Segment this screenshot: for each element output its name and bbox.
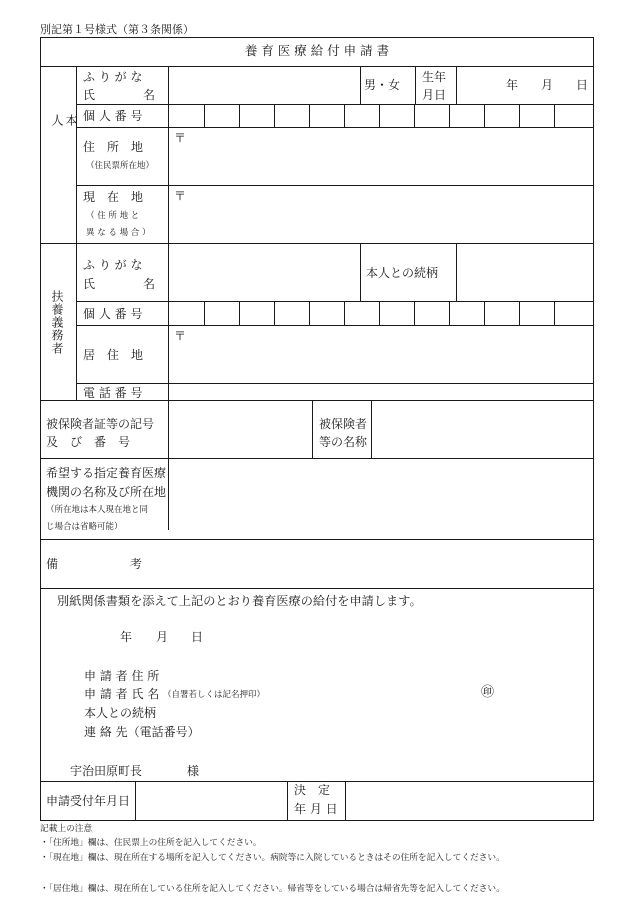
honnin-address-field[interactable]	[169, 128, 593, 184]
insurer-label-2: 等の名称	[319, 435, 368, 449]
fuyo-furigana-label: ふ り が な	[83, 258, 143, 272]
insurance-symbol-label-2: 及 び 番 号	[46, 435, 131, 449]
fuyo-phone-field[interactable]	[169, 384, 593, 399]
honnin-furigana-label: ふ り が な	[83, 70, 143, 84]
application-date-month: 月	[156, 630, 169, 644]
decision-label-2: 年 月 日	[294, 802, 338, 816]
institution-label-2: 機関の名称及び所在地	[46, 485, 167, 499]
institution-field[interactable]	[169, 459, 593, 538]
honnin-section-label: 本人	[50, 114, 78, 184]
birth-date-field[interactable]	[457, 67, 593, 103]
note-item: ・「現在地」欄は、現在所在する場所を記入してください。病院等に入院しているときはその住所を記入してください。	[40, 853, 505, 863]
honnin-personal-number-field[interactable]	[169, 105, 593, 126]
fuyo-residence-field[interactable]	[169, 326, 593, 382]
applicant-address-label: 申 請 者 住 所	[84, 669, 160, 683]
honnin-current-postal-mark: 〒	[174, 189, 187, 203]
recipient-honorific: 様	[187, 764, 200, 778]
fuyo-phone-label: 電 話 番 号	[83, 386, 143, 400]
birth-label-bottom: 月日	[422, 88, 447, 102]
applicant-relation-label: 本人との続柄	[84, 706, 157, 720]
insurance-symbol-label-1: 被保険者証等の記号	[46, 417, 155, 431]
notes-heading: 記載上の注意	[40, 824, 93, 834]
fuyo-name-field[interactable]	[169, 244, 359, 300]
honnin-current-note-2: 異 な る 場 合 ）	[86, 228, 151, 238]
applicant-name-label: 申 請 者 氏 名	[84, 687, 160, 701]
birth-label-top: 生年	[422, 70, 447, 84]
fuyo-personal-number-label: 個 人 番 号	[83, 307, 143, 321]
honnin-address-postal-mark: 〒	[174, 131, 187, 145]
received-date-label: 申請受付年月日	[46, 794, 131, 808]
institution-note-2: じ場合は省略可能）	[46, 522, 123, 532]
birth-year-unit: 年	[506, 78, 519, 92]
note-item: ・「居住地」欄は、現在所在している住所を記入してください。帰省等をしている場合は帰省先等を記入してください。	[40, 884, 505, 894]
fuyo-residence-label: 居 住 地	[83, 348, 144, 362]
honnin-current-note-1: （ 住 所 地 と	[86, 211, 140, 221]
fuyo-relation-field[interactable]	[457, 244, 593, 300]
received-date-field[interactable]	[136, 782, 286, 820]
application-statement: 別紙関係書類を添えて上記のとおり養育医療の給付を申請します。	[57, 594, 422, 608]
applicant-contact-label: 連 絡 先（電話番号）	[84, 725, 200, 739]
recipient-name: 宇治田原町長	[70, 764, 143, 778]
applicant-name-note: （自署若しくは記名押印）	[163, 690, 266, 700]
note-item: ・「住所地」欄は、住民票上の住所を記入してください。	[40, 838, 262, 848]
honnin-personal-number-label: 個 人 番 号	[83, 109, 143, 123]
form-title: 養 育 医 療 給 付 申 請 書	[244, 43, 390, 58]
honnin-address-label: 住 所 地	[83, 140, 144, 154]
honnin-address-note: （住民票所在地）	[86, 161, 155, 171]
form-number-label: 別記第１号様式（第３条関係）	[40, 23, 194, 36]
honnin-current-label: 現 在 地	[83, 190, 144, 204]
application-date-day: 日	[191, 630, 204, 644]
fuyo-residence-postal-mark: 〒	[174, 329, 187, 343]
honnin-name-field[interactable]	[169, 67, 359, 103]
seal-mark: ㊞	[481, 685, 495, 700]
fuyo-section-label: 扶養義務者	[50, 290, 64, 355]
insurance-symbol-field[interactable]	[169, 401, 311, 457]
institution-label-1: 希望する指定養育医療	[46, 466, 167, 480]
institution-note-1: （所在地は本人現在地と同	[46, 505, 149, 515]
birth-month-unit: 月	[541, 78, 554, 92]
gender-label[interactable]: 男・女	[364, 78, 401, 92]
birth-day-unit: 日	[576, 78, 589, 92]
fuyo-relation-label: 本人との続柄	[366, 266, 439, 280]
honnin-name-label: 氏 名	[83, 88, 156, 102]
remarks-label: 備 考	[46, 557, 143, 571]
fuyo-personal-number-field[interactable]	[169, 302, 593, 324]
decision-date-field[interactable]	[346, 782, 593, 820]
honnin-current-field[interactable]	[169, 186, 593, 242]
remarks-field[interactable]	[169, 540, 593, 587]
fuyo-name-label: 氏 名	[83, 277, 156, 291]
decision-label-1: 決 定	[294, 783, 331, 797]
insurer-name-field[interactable]	[372, 401, 593, 457]
application-date-year: 年	[120, 630, 133, 644]
insurer-label-1: 被保険者	[319, 417, 368, 431]
